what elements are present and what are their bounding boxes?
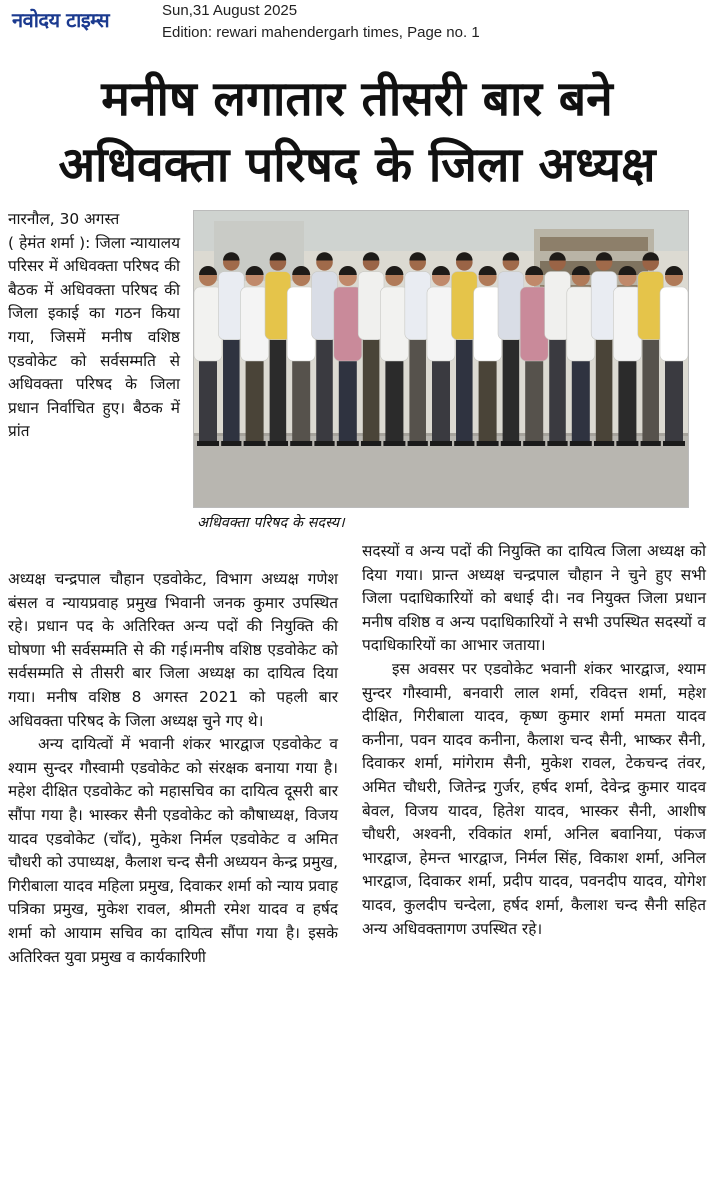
article-paragraph: अन्य दायित्वों में भवानी शंकर भारद्वाज एडवोकेट व श्याम सुन्दर गौस्वामी एडवोकेट को संरक्षक बनाया गया है। महेश दीक्षित एडवोकेट को महासचिव का दायित्व दूसरी बार सौंपा गया है। भास्कर सैनी एडवोकेट को कौषाध्यक्ष, विजय यादव एडवोकेट (चाँद), मुकेश निर्मल एडवोकेट व अमित चौधरी को उपाध्यक्ष, कैलाश चन्द सैनी अध्ययन केन्द्र प्रमुख, गिरीबाला यादव महिला प्रमुख, दिवाकर शर्मा को न्याय प्रवाह पत्रिका प्रमुख, मुकेश रावल, श्रीमती रमेश यादव व हर्षद शर्मा को आयाम सचिव का दायित्व सौंपा गया है। इसके अतिरिक्त युवा प्रमुख व कार्यकारिणी	[8, 735, 338, 966]
photo-caption: अधिवक्ता परिषद के सदस्य।	[197, 515, 345, 531]
masthead	[0, 0, 714, 46]
article-lead: ( हेमंत शर्मा ): जिला न्यायालय परिसर में अधिवक्ता परिषद की बैठक में अधिवक्ता परिषद की जिला इकाई का गठन किया गया, जिसमें मनीष वशिष्ठ एडवोकेट को सर्वसम्मति से अधिवक्ता परिषद के जिला प्रधान निर्वाचित हुए। बैठक में प्रांत	[8, 233, 180, 441]
dateline: नारनौल, 30 अगस्त	[8, 210, 120, 228]
article-column-left-top	[8, 208, 180, 444]
article-column-right	[362, 540, 706, 941]
group-photo-illustration	[194, 211, 688, 507]
newspaper-logo[interactable]: नवोदय टाइम्स	[12, 8, 110, 32]
edition-date: Sun,31 August 2025	[162, 2, 298, 19]
article-headline	[0, 66, 714, 198]
group-photo	[193, 210, 689, 508]
article-column-left	[8, 568, 338, 969]
headline-line-1: मनीष लगातार तीसरी बार बने	[101, 71, 613, 127]
headline-line-2: अधिवक्ता परिषद के जिला अध्यक्ष	[58, 137, 656, 193]
article-paragraph: इस अवसर पर एडवोकेट भवानी शंकर भारद्वाज, श्याम सुन्दर गौस्वामी, बनवारी लाल शर्मा, रविदत्त शर्मा, महेश दीक्षित, गिरीबाला यादव, कृष्ण कुमार शर्मा ममता यादव कनीना, पवन यादव कनीना, कैलाश चन्द सैनी, भाष्कर सैनी, दिवाकर शर्मा, मांगेराम सैनी, मुकेश रावल, टेकचन्द तंवर, अमित चौधरी, जितेन्द्र गुर्जर, हर्षद शर्मा, देवेन्द्र कुमार यादव बेवल, विजय यादव, हितेश यादव, भास्कर सैनी, आशीष चौधरी, अश्वनी, रविकांत शर्मा, अनिल बवानिया, पंकज भारद्वाज, हेमन्त भारद्वाज, निर्मल सिंह, विकाश शर्मा, अनिल भारद्वाज, दिवाकर शर्मा, प्रदीप यादव, पवनदीप यादव, योगेश यादव, कुलदीप चन्देला, हर्षद शर्मा, कैलाश चन्द सैनी सहित अन्य अधिवक्तागण उपस्थित रहे।	[362, 659, 706, 938]
article-paragraph: सदस्यों व अन्य पदों की नियुक्ति का दायित्व जिला अध्यक्ष को दिया गया। प्रान्त अध्यक्ष चन्द्रपाल चौहान ने चुने हुए सभी जिला पदाधिकारियों को बधाई दी। नव नियुक्त जिला प्रधान मनीष वशिष्ठ व अन्य पदाधिकारियों ने सभी उपस्थित सदस्यों व पदाधिकारियों का आभार जताया।	[362, 542, 706, 655]
article-paragraph: अध्यक्ष चन्द्रपाल चौहान एडवोकेट, विभाग अध्यक्ष गणेश बंसल व न्यायप्रवाह प्रमुख भिवानी जनक कुमार उपस्थित रहे। प्रधान पद के अतिरिक्त अन्य पदों की नियुक्ति की घोषणा भी सर्वसम्मति से की गई।मनीष वशिष्ठ एडवोकेट को सर्वसम्मति से तीसरी बार जिला अध्यक्ष का दायित्व दिया गया। मनीष वशिष्ठ 8 अगस्त 2021 को पहली बार अधिवक्ता परिषद के जिला अध्यक्ष चुने गए थे।	[8, 570, 338, 730]
edition-info: Edition: rewari mahendergarh times, Page no. 1	[162, 24, 480, 41]
